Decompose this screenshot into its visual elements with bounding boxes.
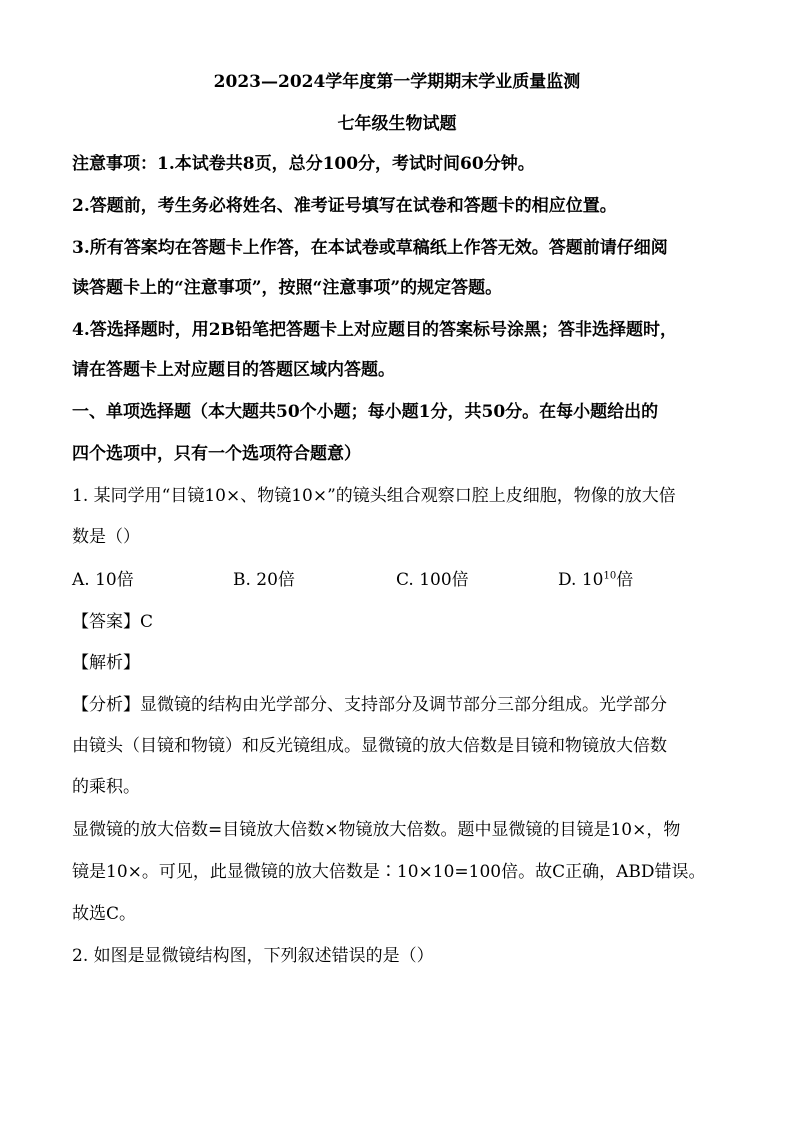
- note-4-line-2: 请在答题卡上对应题目的答题区域内答题。: [72, 360, 395, 380]
- question-1-stem-line-2: 数是（）: [72, 527, 140, 547]
- question-1-option-c: C. 100倍: [396, 570, 469, 590]
- question-2-stem: 2. 如图是显微镜结构图，下列叙述错误的是（）: [72, 946, 434, 966]
- page-title: 2023—2024学年度第一学期期末学业质量监测: [213, 72, 581, 92]
- section-heading-line-2: 四个选项中，只有一个选项符合题意）: [72, 444, 361, 464]
- question-1-analysis-label: 【解析】: [72, 653, 140, 673]
- question-1-option-b: B. 20倍: [233, 570, 295, 590]
- question-1-detail-line-1: 显微镜的放大倍数=目镜放大倍数×物镜放大倍数。题中显微镜的目镜是10×，物: [72, 820, 681, 840]
- question-1-stem-line-1: 1. 某同学用“目镜10×、物镜10×”的镜头组合观察口腔上皮细胞，物像的放大倍: [72, 486, 676, 506]
- option-d-suffix: 倍: [616, 570, 634, 590]
- question-1-answer: 【答案】C: [72, 612, 154, 632]
- option-d-prefix: D. 10: [558, 570, 604, 590]
- question-1-detail-line-2: 镜是10×。可见，此显微镜的放大倍数是∶10×10=100倍。故C正确，ABD错误。: [72, 862, 706, 882]
- question-1-analysis-line-3: 的乘积。: [72, 777, 140, 797]
- note-1: 注意事项：1.本试卷共8页，总分100分，考试时间60分钟。: [72, 154, 535, 174]
- note-4-line-1: 4.答选择题时，用2B铅笔把答题卡上对应题目的答案标号涂黑；答非选择题时，: [72, 320, 677, 340]
- question-1-option-d: [558, 568, 633, 592]
- page-subtitle: 七年级生物试题: [337, 114, 457, 134]
- note-3-line-1: 3.所有答案均在答题卡上作答，在本试卷或草稿纸上作答无效。答题前请仔细阅: [72, 238, 668, 258]
- question-1-analysis-line-1: 【分析】显微镜的结构由光学部分、支持部分及调节部分三部分组成。光学部分: [72, 695, 667, 715]
- question-1-option-a: A. 10倍: [72, 570, 134, 590]
- option-d-exponent: 10: [603, 570, 617, 582]
- note-2: 2.答题前，考生务必将姓名、准考证号填写在试卷和答题卡的相应位置。: [72, 196, 617, 216]
- question-1-detail-line-3: 故选C。: [72, 904, 137, 924]
- section-heading-line-1: 一、单项选择题（本大题共50个小题；每小题1分，共50分。在每小题给出的: [72, 402, 659, 422]
- question-1-analysis-line-2: 由镜头（目镜和物镜）和反光镜组成。显微镜的放大倍数是目镜和物镜放大倍数: [72, 736, 667, 756]
- note-3-line-2: 读答题卡上的“注意事项”，按照“注意事项”的规定答题。: [72, 278, 503, 298]
